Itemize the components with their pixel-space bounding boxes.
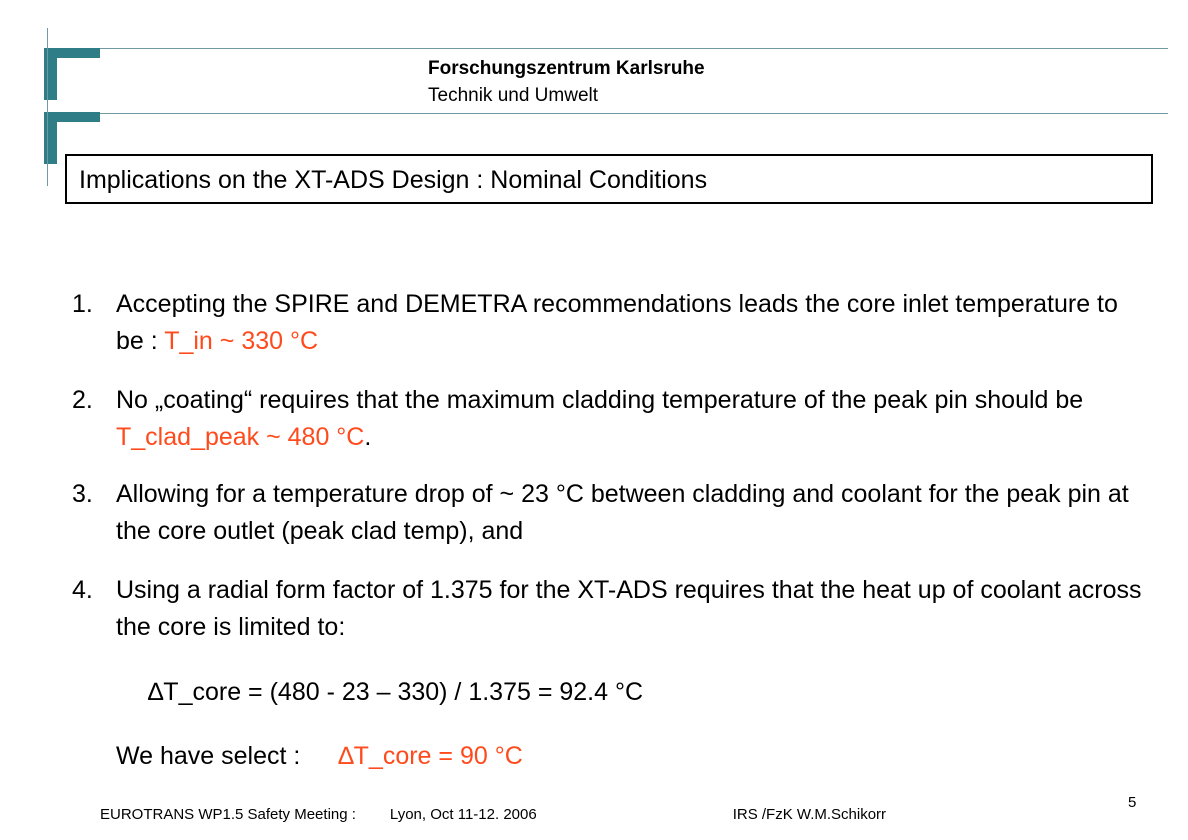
footer-location-date: Lyon, Oct 11-12. 2006 <box>389 806 537 823</box>
selection-label: We have select : <box>116 742 301 770</box>
logo-bar-lower-horizontal <box>44 112 100 122</box>
selection-value: ∆T_core = 90 °C <box>338 742 523 770</box>
delta-t-formula: ∆T_core = (480 - 23 – 330) / 1.375 = 92.4 °C <box>148 678 644 706</box>
list-item-highlight: T_in ~ 330 °C <box>164 327 319 355</box>
slide-title-box <box>65 154 1153 204</box>
page-number: 5 <box>1128 794 1137 811</box>
list-item-body <box>116 572 1152 646</box>
footer-meeting: EUROTRANS WP1.5 Safety Meeting : <box>100 806 356 823</box>
list-item <box>72 572 1152 646</box>
footer-author: IRS /FzK W.M.Schikorr <box>732 806 887 823</box>
logo-bar-upper-horizontal <box>44 48 100 58</box>
list-item-number: 4. <box>72 576 93 604</box>
list-item-body <box>116 476 1152 550</box>
list-item-suffix: . <box>364 423 372 451</box>
organization-name: Forschungszentrum Karlsruhe <box>428 58 705 79</box>
organization-department: Technik und Umwelt <box>428 85 599 106</box>
list-item <box>72 382 1152 456</box>
list-item-text: Allowing for a temperature drop of ~ 23 °C between cladding and coolant for the peak pin at the core outlet (peak clad temp), and <box>116 480 1129 545</box>
frame-line-vertical <box>47 28 48 186</box>
list-item-number: 2. <box>72 386 93 414</box>
list-item-text: Accepting the SPIRE and DEMETRA recommendations leads the core inlet temperature to be : <box>116 290 1118 355</box>
selection-line <box>116 742 523 771</box>
list-item-text: Using a radial form factor of 1.375 for the XT-ADS requires that the heat up of coolant across the core is limited to: <box>116 576 1142 641</box>
slide-footer <box>100 806 886 823</box>
list-item-highlight: T_clad_peak ~ 480 °C <box>116 423 365 451</box>
list-item-number: 3. <box>72 480 93 508</box>
frame-line-top <box>100 48 1168 49</box>
list-item-body <box>116 286 1152 360</box>
list-item <box>72 476 1152 550</box>
list-item <box>72 286 1152 360</box>
frame-line-middle <box>100 113 1168 114</box>
slide-title: Implications on the XT-ADS Design : Nominal Conditions <box>79 166 708 194</box>
list-item-body <box>116 382 1152 456</box>
list-item-number: 1. <box>72 290 93 318</box>
list-item-text: No „coating“ requires that the maximum cladding temperature of the peak pin should be <box>116 386 1084 414</box>
